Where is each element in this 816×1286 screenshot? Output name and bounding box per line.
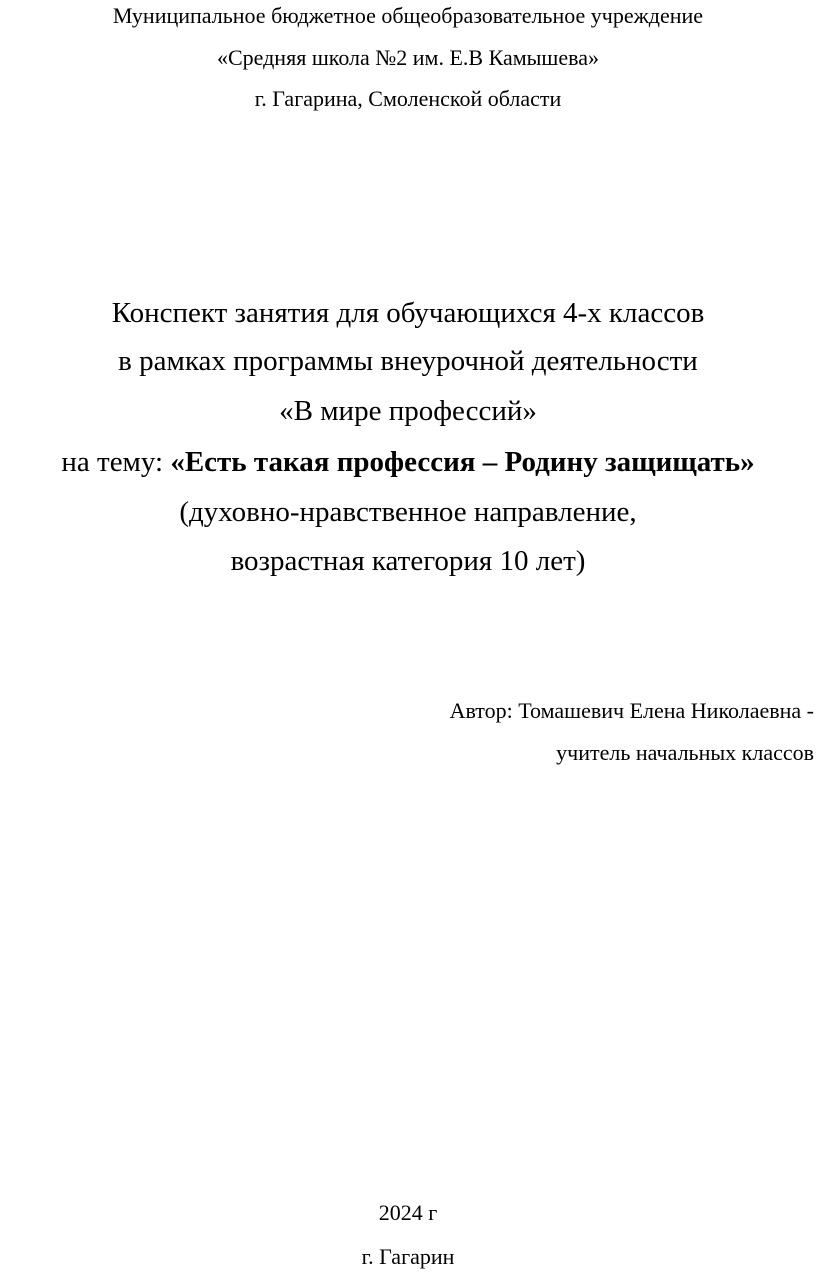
institution-name: Муниципальное бюджетное общеобразовательное учреждение <box>112 3 704 28</box>
title-line-1: Конспект занятия для обучающихся 4-х классов <box>111 297 705 329</box>
school-location: г. Гагарина, Смоленской области <box>254 86 562 111</box>
title-line-2: в рамках программы внеурочной деятельности <box>118 345 698 377</box>
author-name: Автор: Томашевич Елена Николаевна - <box>449 698 814 723</box>
topic-title: «Есть такая профессия – Родину защищать» <box>170 446 755 478</box>
direction-line: (духовно-нравственное направление, <box>179 496 637 528</box>
document-city: г. Гагарин <box>361 1244 455 1269</box>
topic-prefix: на тему: <box>61 446 171 478</box>
program-name: «В мире профессий» <box>279 395 537 427</box>
author-position: учитель начальных классов <box>556 740 814 765</box>
school-name: «Средняя школа №2 им. Е.В Камышева» <box>216 45 600 70</box>
document-year: 2024 г <box>378 1200 438 1225</box>
age-category-line: возрастная категория 10 лет) <box>230 545 586 577</box>
topic-line <box>0 446 816 479</box>
